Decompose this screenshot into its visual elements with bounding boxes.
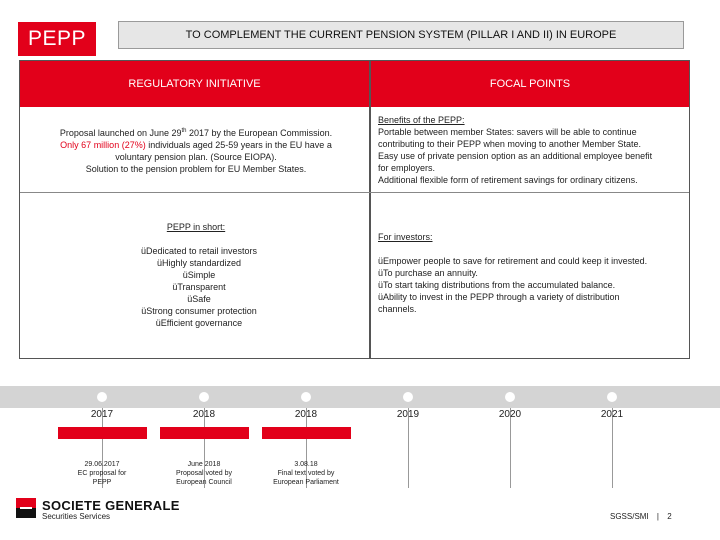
timeline-dot (403, 392, 413, 402)
event-date: 3.08.18 (294, 461, 318, 468)
investor-item: üTo start taking distributions from the accumulated balance. (378, 280, 616, 290)
feature-item: üSimple (182, 270, 216, 280)
feature-item: üDedicated to retail investors (140, 246, 258, 256)
timeline-event (57, 460, 147, 487)
proposal-highlight: Only 67 million (27%) (60, 140, 146, 150)
investor-item: üAbility to invest in the PEPP through a variety of distribution (378, 292, 620, 302)
timeline-line (408, 408, 409, 488)
benefits-title: Benefits of the PEPP: (378, 115, 465, 125)
feature-item: üHighly standardized (156, 258, 242, 268)
investor-item: üTo purchase an annuity. (378, 268, 478, 278)
benefits-line: contributing to their PEPP when moving to another Member State. (378, 139, 641, 149)
proposal-line-2: individuals aged 25-59 years in the EU have a (145, 140, 332, 150)
timeline-year: 2018 (294, 409, 318, 420)
timeline-year: 2021 (600, 409, 624, 420)
benefits-line: for employers. (378, 163, 436, 173)
feature-item: üSafe (187, 294, 211, 304)
event-marker (262, 427, 351, 439)
regulatory-proposal-text (30, 125, 362, 175)
footer-separator: | (656, 512, 659, 521)
event-marker (58, 427, 147, 439)
timeline-line (612, 408, 613, 488)
timeline-dot (97, 392, 107, 402)
page-number: 2 (667, 512, 672, 521)
societe-generale-logo-icon (16, 498, 36, 518)
event-marker (160, 427, 249, 439)
content-table (19, 60, 690, 359)
proposal-line-3: voluntary pension plan. (Source EIOPA). (115, 152, 277, 162)
pepp-in-short-title: PEPP in short: (166, 222, 226, 232)
event-desc: European Council (176, 479, 232, 486)
timeline-year: 2018 (192, 409, 216, 420)
brand-subtitle: Securities Services (42, 512, 111, 521)
event-desc: Final text voted by (277, 470, 335, 477)
event-desc: PEPP (92, 479, 112, 486)
investor-item: channels. (378, 304, 417, 314)
timeline-dot (301, 392, 311, 402)
pepp-logo: PEPP (18, 22, 96, 56)
footer-ref (610, 512, 672, 521)
timeline-event (261, 460, 351, 487)
proposal-line-1-sup: th (181, 128, 187, 134)
page-title: TO COMPLEMENT THE CURRENT PENSION SYSTEM (PILLAR I AND II) IN EUROPE (118, 21, 684, 49)
header-regulatory-initiative: REGULATORY INITIATIVE (20, 61, 369, 107)
timeline-year: 2020 (498, 409, 522, 420)
timeline-dot (505, 392, 515, 402)
proposal-line-1b: 2017 by the European Commission. (186, 128, 333, 138)
for-investors-title: For investors: (378, 232, 433, 242)
timeline-line (510, 408, 511, 488)
column-divider (369, 61, 371, 358)
brand-name: SOCIETE GENERALE (42, 498, 180, 513)
pepp-benefits-text (378, 114, 688, 186)
footer-department: SGSS/SMI (610, 512, 649, 521)
event-desc: Proposal voted by (175, 470, 233, 477)
investor-item: üEmpower people to save for retirement and could keep it invested. (378, 256, 648, 266)
header-focal-points: FOCAL POINTS (371, 61, 689, 107)
row-divider (20, 192, 689, 193)
timeline-year: 2019 (396, 409, 420, 420)
proposal-line-4: Solution to the pension problem for EU Member States. (85, 164, 307, 174)
benefits-line: Easy use of private pension option as an additional employee benefit (378, 151, 653, 161)
timeline-year: 2017 (90, 409, 114, 420)
feature-item: üStrong consumer protection (141, 306, 257, 316)
benefits-line: Additional flexible form of retirement savings for ordinary citizens. (378, 175, 638, 185)
timeline-dot (199, 392, 209, 402)
benefits-line: Portable between member States: savers will be able to continue (378, 127, 637, 137)
for-investors (378, 231, 688, 315)
proposal-line-1a: Proposal launched on June 29 (59, 128, 182, 138)
timeline-dot (607, 392, 617, 402)
feature-item: üEfficient governance (155, 318, 243, 328)
event-desc: EC proposal for (77, 470, 127, 477)
event-date: 29.06.2017 (84, 461, 120, 468)
event-date: June 2018 (187, 461, 221, 468)
timeline-event (159, 460, 249, 487)
pepp-in-short (30, 221, 362, 329)
event-desc: European Parliament (273, 479, 339, 486)
feature-item: üTransparent (172, 282, 226, 292)
